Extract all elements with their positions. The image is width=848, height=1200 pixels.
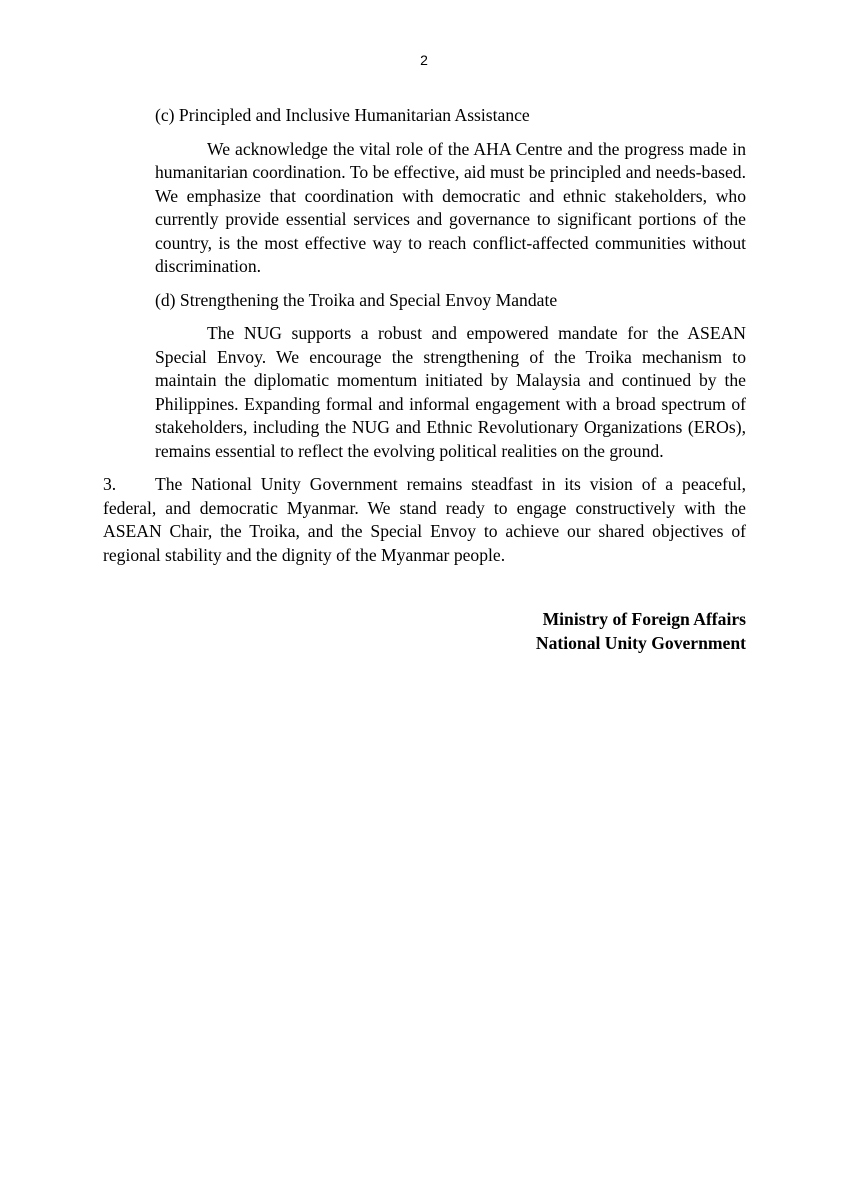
- paragraph-3: [103, 473, 746, 567]
- signature-block: [536, 608, 746, 655]
- signature-government: National Unity Government: [535, 632, 746, 653]
- paragraph-3-number: 3.: [103, 474, 117, 494]
- signature-ministry: Ministry of Foreign Affairs: [542, 609, 746, 629]
- document-body: [103, 104, 746, 567]
- section-d-body: The NUG supports a robust and empowered mandate for the ASEAN Special Envoy. We encourage the strengthening of the Troika mechanism to maintain the diplomatic momentum initiated by Malaysia and continued by the Philippines. Expanding formal and informal engagement with a broad spectrum of stakeholders, including the NUG and Ethnic Revolutionary Organizations (EROs), remains essential to reflect the evolving political realities on the ground.: [155, 323, 746, 461]
- section-c-heading: (c) Principled and Inclusive Humanitarian Assistance: [155, 105, 530, 125]
- paragraph-3-text: The National Unity Government remains steadfast in its vision of a peaceful, federal, and democratic Myanmar. We stand ready to engage constructively with the ASEAN Chair, the Troika, and the Special Envoy to achieve our shared objectives of regional stability and the dignity of the Myanmar people.: [103, 474, 746, 565]
- section-d-heading: (d) Strengthening the Troika and Special Envoy Mandate: [155, 289, 558, 310]
- page-number: 2: [420, 52, 428, 68]
- section-c-body: We acknowledge the vital role of the AHA Centre and the progress made in humanitarian coordination. To be effective, aid must be principled and needs-based. We emphasize that coordination with democratic and ethnic stakeholders, who currently provide essential services and governance to significant portions of the country, is the most effective way to reach conflict-affected communities without discrimination.: [155, 138, 746, 276]
